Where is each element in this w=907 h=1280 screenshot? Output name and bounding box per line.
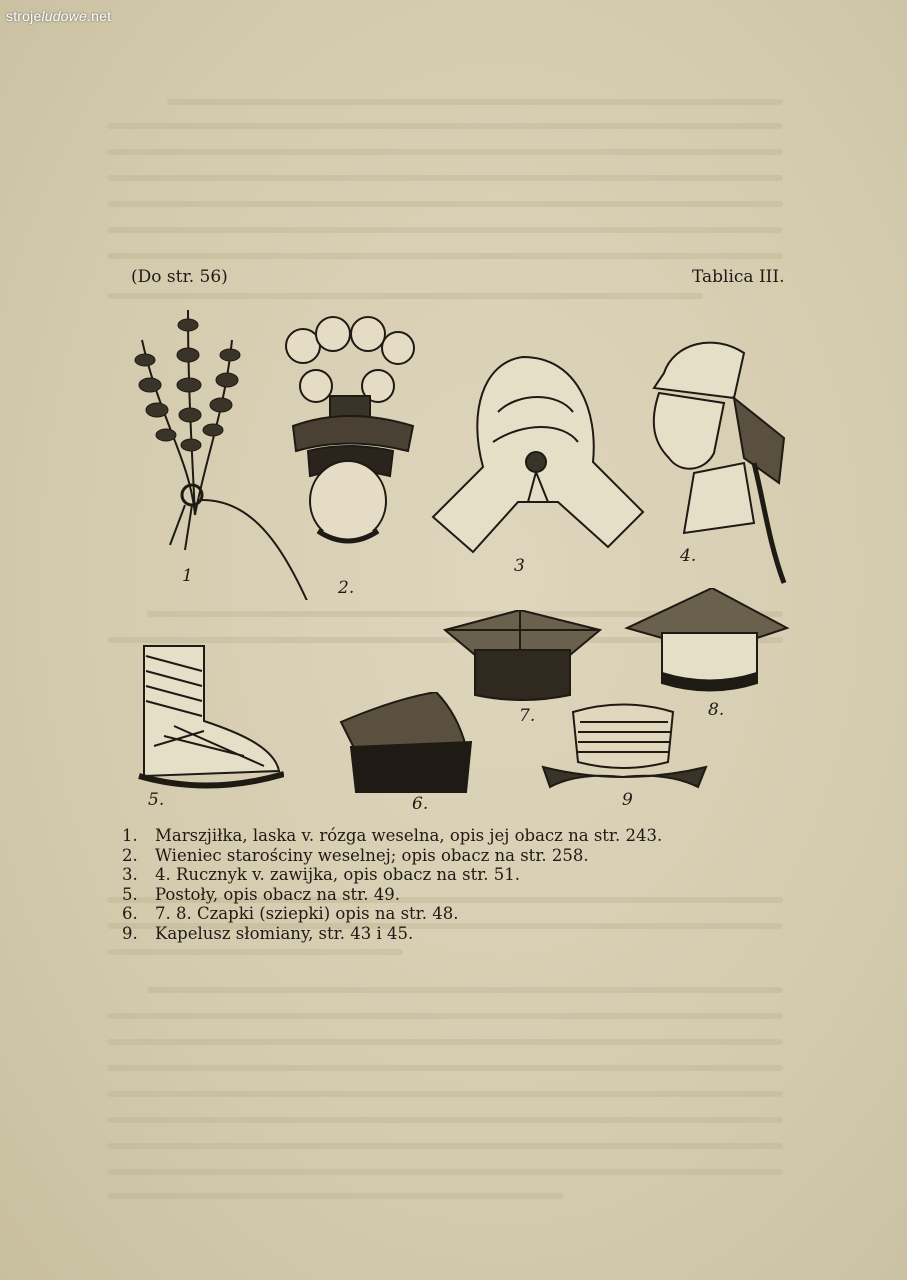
caption-row: 3. 4. Rucznyk v. zawijka, opis obacz na str. 51.	[122, 865, 520, 884]
caption-row: 1. Marszjiłka, laska v. rózga weselna, opis jej obacz na str. 243.	[122, 826, 663, 845]
figure-6-fur-cap	[336, 692, 476, 797]
figure-7-square-cap	[440, 610, 605, 705]
figure-number-9: 9	[622, 790, 633, 810]
figure-number-3: 3	[514, 556, 525, 576]
plate-reference: (Do str. 56)	[131, 267, 228, 287]
site-watermark: strojeludowe.net	[6, 8, 112, 24]
figure-number-2: 2.	[338, 578, 355, 598]
figure-8-peaked-cap	[622, 588, 790, 696]
figure-4-kerchief-profile	[634, 333, 794, 591]
figure-5-leather-sandal	[134, 636, 284, 796]
figure-3-head-scarf-back	[428, 352, 653, 567]
figure-number-5: 5.	[148, 790, 165, 810]
figure-number-7: 7.	[519, 706, 536, 726]
plate-title: Tablica III.	[692, 267, 785, 287]
figure-number-8: 8.	[708, 700, 725, 720]
figure-number-6: 6.	[412, 794, 429, 814]
plate-captions	[122, 826, 662, 943]
figure-2-wreath-headdress	[278, 316, 428, 556]
figure-9-straw-hat	[538, 702, 710, 794]
caption-row: 5. Postoły, opis obacz na str. 49.	[122, 884, 400, 904]
caption-row: 6. 7. 8. Czapki (sziepki) opis na str. 48.	[122, 904, 459, 923]
caption-row: 2. Wieniec starościny weselnej; opis obacz na str. 258.	[122, 845, 589, 865]
figure-number-4: 4.	[680, 546, 697, 566]
caption-row: 9. Kapelusz słomiany, str. 43 i 45.	[122, 923, 414, 943]
figure-number-1: 1	[182, 566, 193, 586]
